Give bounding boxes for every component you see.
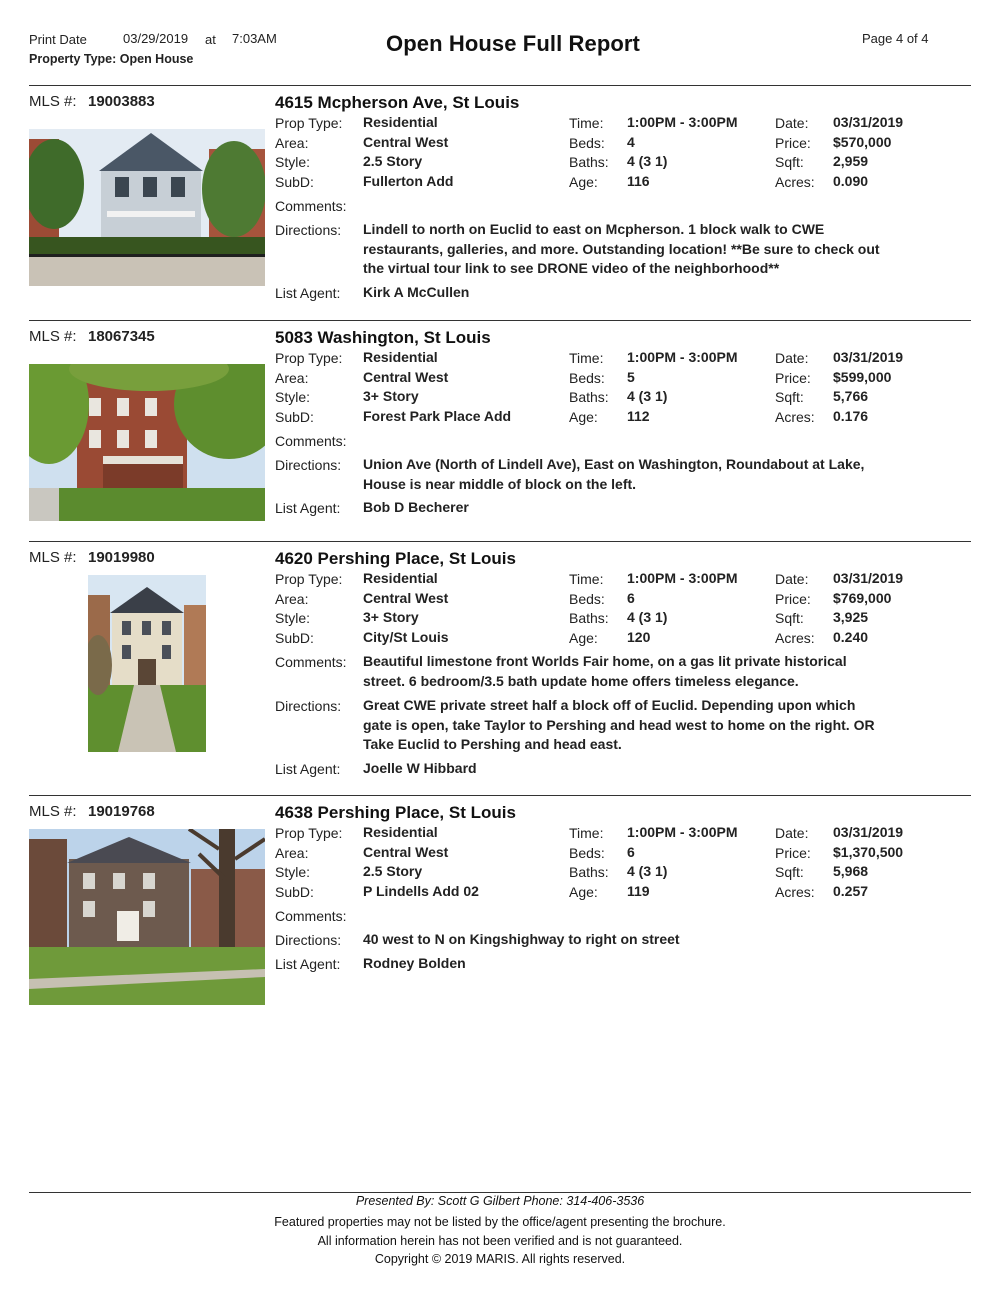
date-label: Date: xyxy=(775,571,809,587)
acres-value: 0.090 xyxy=(833,173,869,189)
time-label: Time: xyxy=(569,115,604,131)
comments-text: Beautiful limestone front Worlds Fair home, on a gas lit private historical street. 6 bedroom/3.5 bath update home offers timeless elegance. xyxy=(363,653,847,689)
acres-value: 0.240 xyxy=(833,629,869,645)
subd-label: SubD: xyxy=(275,884,314,900)
area-value: Central West xyxy=(363,369,449,385)
subd-value: P Lindells Add 02 xyxy=(363,883,479,899)
price-value: $599,000 xyxy=(833,369,892,385)
prop-type-value: Residential xyxy=(363,570,438,586)
date-value: 03/31/2019 xyxy=(833,349,904,365)
beds-value: 6 xyxy=(627,590,635,606)
baths-value: 4 (3 1) xyxy=(627,153,668,169)
acres-value: 0.176 xyxy=(833,408,869,424)
beds-label: Beds: xyxy=(569,845,605,861)
age-value: 119 xyxy=(627,883,650,899)
listing-photo[interactable] xyxy=(29,364,265,521)
prop-type-label: Prop Type: xyxy=(275,115,343,131)
style-value: 3+ Story xyxy=(363,388,419,404)
style-value: 3+ Story xyxy=(363,609,419,625)
date-label: Date: xyxy=(775,115,809,131)
footer-disclaimer-1: Featured properties may not be listed by the office/agent presenting the brochure. xyxy=(274,1215,726,1229)
prop-type-label: Prop Type: xyxy=(275,350,343,366)
price-value: $769,000 xyxy=(833,590,892,606)
list-agent-value: Rodney Bolden xyxy=(363,955,466,971)
mls-label: MLS #: xyxy=(29,549,77,566)
area-label: Area: xyxy=(275,591,309,607)
list-agent-value: Joelle W Hibbard xyxy=(363,760,477,776)
listing-photo[interactable] xyxy=(29,829,265,1005)
age-value: 120 xyxy=(627,629,651,645)
area-label: Area: xyxy=(275,135,309,151)
presented-by: Presented By: Scott G Gilbert Phone: 314-406-3536 xyxy=(355,1194,645,1208)
age-label: Age: xyxy=(569,174,598,190)
list-agent-label: List Agent: xyxy=(275,285,341,301)
directions-text: 40 west to N on Kingshighway to right on street xyxy=(363,931,680,947)
time-value: 1:00PM - 3:00PM xyxy=(627,570,738,586)
directions-text: Lindell to north on Euclid to east on Mcpherson. 1 block walk to CWE restaurants, galleries, and more. Outstanding location! **Be sure to check out the virtual tour link to see DRONE video of the neighborhood** xyxy=(363,221,880,276)
area-value: Central West xyxy=(363,134,449,150)
directions-label: Directions: xyxy=(275,932,342,948)
date-label: Date: xyxy=(775,825,809,841)
listing-divider xyxy=(29,320,971,321)
mls-label: MLS #: xyxy=(29,328,77,345)
time-value: 1:00PM - 3:00PM xyxy=(627,824,738,840)
footer-divider xyxy=(29,1192,971,1193)
list-agent-value: Bob D Becherer xyxy=(363,499,469,515)
baths-value: 4 (3 1) xyxy=(627,863,668,879)
time-label: Time: xyxy=(569,825,604,841)
beds-label: Beds: xyxy=(569,370,605,386)
listing-address[interactable]: 4620 Pershing Place, St Louis xyxy=(275,549,516,568)
directions-text: Union Ave (North of Lindell Ave), East on Washington, Roundabout at Lake, House is near middle of block on the left. xyxy=(363,456,865,492)
area-value: Central West xyxy=(363,590,449,606)
time-value: 1:00PM - 3:00PM xyxy=(627,349,738,365)
style-label: Style: xyxy=(275,610,311,626)
listing-address[interactable]: 5083 Washington, St Louis xyxy=(275,328,491,347)
age-label: Age: xyxy=(569,630,598,646)
acres-value: 0.257 xyxy=(833,883,869,899)
area-label: Area: xyxy=(275,370,309,386)
area-value: Central West xyxy=(363,844,449,860)
date-value: 03/31/2019 xyxy=(833,114,904,130)
baths-label: Baths: xyxy=(569,864,609,880)
directions-label: Directions: xyxy=(275,698,342,714)
price-label: Price: xyxy=(775,370,811,386)
date-label: Date: xyxy=(775,350,809,366)
sqft-value: 5,968 xyxy=(833,863,869,879)
date-value: 03/31/2019 xyxy=(833,824,904,840)
list-agent-value: Kirk A McCullen xyxy=(363,284,470,300)
time-label: Time: xyxy=(569,571,604,587)
acres-label: Acres: xyxy=(775,409,815,425)
print-date-label: Print Date xyxy=(29,32,87,47)
prop-type-value: Residential xyxy=(363,349,438,365)
listing-photo[interactable] xyxy=(88,575,206,752)
mls-number: 19003883 xyxy=(88,93,155,110)
beds-label: Beds: xyxy=(569,135,605,151)
acres-label: Acres: xyxy=(775,884,815,900)
prop-type-value: Residential xyxy=(363,824,438,840)
date-value: 03/31/2019 xyxy=(833,570,904,586)
subd-label: SubD: xyxy=(275,630,314,646)
comments-label: Comments: xyxy=(275,433,347,449)
subd-value: City/St Louis xyxy=(363,629,449,645)
baths-value: 4 (3 1) xyxy=(627,388,668,404)
mls-number: 19019980 xyxy=(88,549,155,566)
beds-label: Beds: xyxy=(569,591,605,607)
beds-value: 5 xyxy=(627,369,635,385)
print-date: 03/29/2019 xyxy=(123,31,189,46)
directions-label: Directions: xyxy=(275,222,342,238)
prop-type-label: Prop Type: xyxy=(275,571,343,587)
style-value: 2.5 Story xyxy=(363,863,423,879)
beds-value: 4 xyxy=(627,134,635,150)
age-value: 116 xyxy=(627,173,650,189)
mls-label: MLS #: xyxy=(29,803,77,820)
list-agent-label: List Agent: xyxy=(275,761,341,777)
mls-number: 19019768 xyxy=(88,803,155,820)
list-agent-label: List Agent: xyxy=(275,500,341,516)
mls-number: 18067345 xyxy=(88,328,155,345)
page-title: Open House Full Report xyxy=(386,31,640,56)
price-label: Price: xyxy=(775,845,811,861)
baths-value: 4 (3 1) xyxy=(627,609,668,625)
header-divider xyxy=(29,85,971,86)
subd-label: SubD: xyxy=(275,409,314,425)
acres-label: Acres: xyxy=(775,630,815,646)
style-label: Style: xyxy=(275,389,311,405)
sqft-label: Sqft: xyxy=(775,154,804,170)
directions-text: Great CWE private street half a block off of Euclid. Depending upon which gate is open, take Taylor to Pershing and head west to home on the right. OR Take Euclid to Pershing and head east. xyxy=(363,697,875,752)
price-value: $570,000 xyxy=(833,134,892,150)
sqft-value: 5,766 xyxy=(833,388,869,404)
baths-label: Baths: xyxy=(569,389,609,405)
listing-photo[interactable] xyxy=(29,129,265,286)
listing-divider xyxy=(29,795,971,796)
acres-label: Acres: xyxy=(775,174,815,190)
sqft-value: 2,959 xyxy=(833,153,869,169)
list-agent-label: List Agent: xyxy=(275,956,341,972)
subd-value: Fullerton Add xyxy=(363,173,454,189)
price-label: Price: xyxy=(775,591,811,607)
page-number: Page 4 of 4 xyxy=(862,31,929,46)
sqft-value: 3,925 xyxy=(833,609,869,625)
area-label: Area: xyxy=(275,845,309,861)
age-label: Age: xyxy=(569,884,598,900)
style-value: 2.5 Story xyxy=(363,153,423,169)
baths-label: Baths: xyxy=(569,154,609,170)
footer-disclaimer-2: All information herein has not been verified and is not guaranteed. xyxy=(317,1234,683,1248)
prop-type-label: Prop Type: xyxy=(275,825,343,841)
comments-label: Comments: xyxy=(275,654,347,670)
baths-label: Baths: xyxy=(569,610,609,626)
style-label: Style: xyxy=(275,154,311,170)
print-time: 7:03AM xyxy=(232,31,277,46)
time-value: 1:00PM - 3:00PM xyxy=(627,114,738,130)
listing-address[interactable]: 4638 Pershing Place, St Louis xyxy=(275,803,516,822)
comments-label: Comments: xyxy=(275,908,347,924)
price-label: Price: xyxy=(775,135,811,151)
age-value: 112 xyxy=(627,408,650,424)
time-label: Time: xyxy=(569,350,604,366)
listing-address[interactable]: 4615 Mcpherson Ave, St Louis xyxy=(275,93,520,112)
prop-type-value: Residential xyxy=(363,114,438,130)
subd-label: SubD: xyxy=(275,174,314,190)
age-label: Age: xyxy=(569,409,598,425)
property-type-line: Property Type: Open House xyxy=(29,52,194,66)
price-value: $1,370,500 xyxy=(833,844,904,860)
print-at-label: at xyxy=(205,32,216,47)
beds-value: 6 xyxy=(627,844,635,860)
listing-divider xyxy=(29,541,971,542)
subd-value: Forest Park Place Add xyxy=(363,408,512,424)
sqft-label: Sqft: xyxy=(775,389,804,405)
mls-label: MLS #: xyxy=(29,93,77,110)
footer-copyright: Copyright © 2019 MARIS. All rights reserved. xyxy=(374,1252,626,1266)
directions-label: Directions: xyxy=(275,457,342,473)
sqft-label: Sqft: xyxy=(775,864,804,880)
comments-label: Comments: xyxy=(275,198,347,214)
style-label: Style: xyxy=(275,864,311,880)
sqft-label: Sqft: xyxy=(775,610,804,626)
